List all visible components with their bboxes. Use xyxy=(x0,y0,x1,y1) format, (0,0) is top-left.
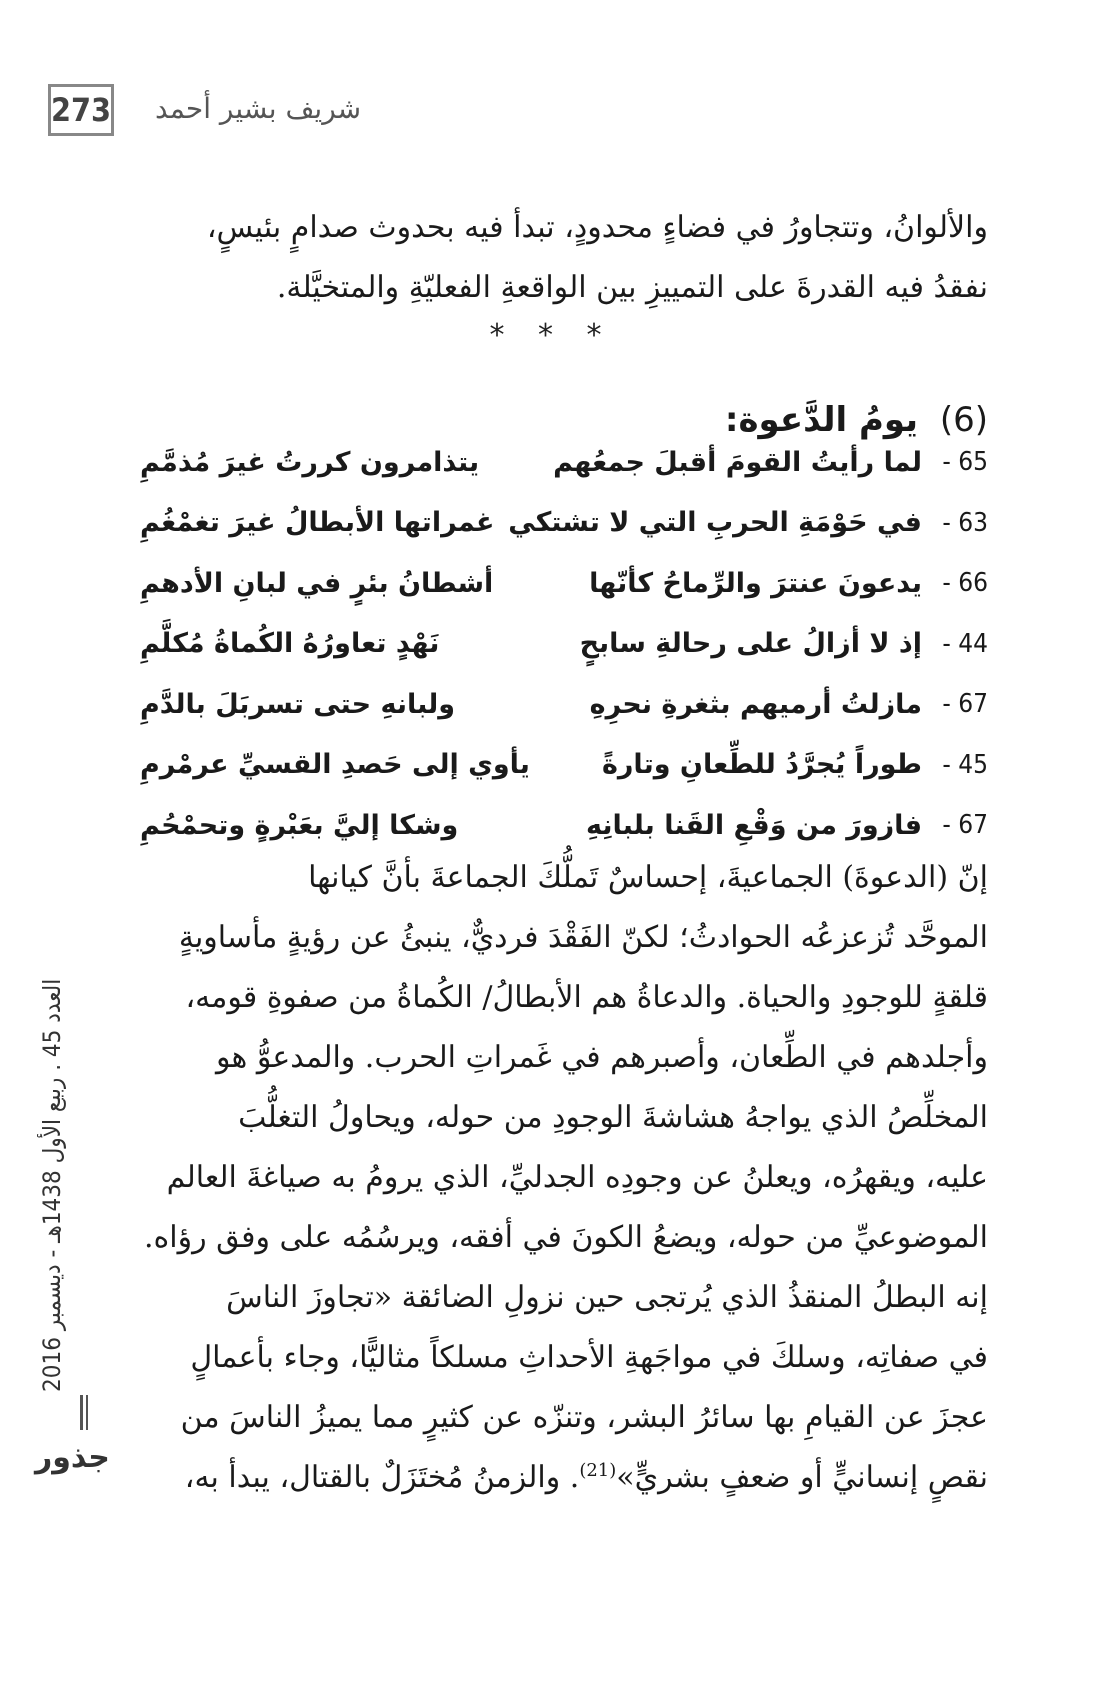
verse-second-hemistich: غمراتها الأبطالُ غيرَ تغمْغُمِ xyxy=(140,507,495,539)
section-separator: * * * xyxy=(489,318,614,353)
body-line: وأجلدهم في الطِّعان، وأصبرهم في غَمراتِ الحرب. والمدعوُّ هو xyxy=(215,1040,988,1075)
verse-row xyxy=(140,735,988,796)
journal-logo: جذور xyxy=(35,1440,110,1475)
verse-first-hemistich: مازلتُ أرميهم بثغرةِ نحرِهِ xyxy=(589,688,922,720)
verse-row xyxy=(140,614,988,675)
verse-number: 66 - xyxy=(942,568,988,599)
intro-line: والألوانُ، وتتجاورُ في فضاءٍ محدودٍ، تبدأ فيه بحدوث صدامٍ بئيسٍ، xyxy=(206,210,988,245)
body-line: الموحَّد تُزعزعُه الحوادثُ؛ لكنّ الفَقْدَ فرديٌّ، ينبئُ عن رؤيةٍ مأساويةٍ xyxy=(178,920,988,955)
intro-line: نفقدُ فيه القدرةَ على التمييزِ بين الواقعةِ الفعليّةِ والمتخيَّلة. xyxy=(276,270,988,305)
section-title: يومُ الدَّعوة: xyxy=(724,400,918,440)
issue-info: العدد 45 . ربيع الأول 1438هـ - ديسمبر 2016 xyxy=(38,978,66,1392)
poem-verses xyxy=(140,432,988,856)
verse-row xyxy=(140,553,988,614)
verse-row xyxy=(140,432,988,493)
body-line: الموضوعيِّ من حوله، ويضعُ الكونَ في أفقه، ويرسُمُه على وفق رؤاه. xyxy=(144,1220,988,1255)
verse-first-hemistich: فازورَ من وَقْعِ القَنا بلبانِهِ xyxy=(585,809,922,841)
body-line: عجزَ عن القيامِ بها سائرُ البشر، وتنزّه عن كثيرٍ مما يميزُ الناسَ من xyxy=(180,1400,988,1435)
page-number: 273 xyxy=(48,84,114,136)
body-line: قلقةٍ للوجودِ والحياة. والدعاةُ هم الأبطالُ/ الكُماةُ من صفوةِ قومه، xyxy=(185,980,988,1015)
body-paragraph xyxy=(140,848,988,1508)
verse-second-hemistich: ولبانهِ حتى تسربَلَ بالدَّمِ xyxy=(140,688,456,720)
section-number: (6) xyxy=(939,400,988,440)
verse-first-hemistich: لما رأيتُ القومَ أقبلَ جمعُهم xyxy=(553,446,922,478)
verse-row xyxy=(140,493,988,554)
running-head-author: شريف بشير أحمد xyxy=(155,92,362,125)
verse-first-hemistich: في حَوْمَةِ الحربِ التي لا تشتكي xyxy=(508,507,922,539)
margin-rule xyxy=(80,1395,83,1430)
verse-first-hemistich: يدعونَ عنترَ والرِّماحُ كأنّها xyxy=(589,567,922,599)
verse-number: 63 - xyxy=(942,507,988,538)
body-line: عليه، ويقهرُه، ويعلنُ عن وجودِه الجدليِّ، الذي يرومُ به صياغةَ العالم xyxy=(166,1160,988,1195)
verse-second-hemistich: يأوي إلى حَصدِ القسيِّ عرمْرمِ xyxy=(140,749,530,781)
verse-number: 45 - xyxy=(942,749,988,780)
body-line: إنّ (الدعوةَ) الجماعيةَ، إحساسٌ تَملُّكَ الجماعةَ بأنَّ كيانها xyxy=(308,860,988,895)
margin-rule xyxy=(86,1395,88,1430)
verse-row xyxy=(140,674,988,735)
body-line: في صفاتِه، وسلكَ في مواجَهةِ الأحداثِ مسلكاً مثاليًّا، وجاء بأعمالٍ xyxy=(190,1340,988,1375)
body-line: المخلِّصُ الذي يواجهُ هشاشةَ الوجودِ من حوله، ويحاولُ التغلُّبَ xyxy=(238,1100,988,1135)
verse-number: 67 - xyxy=(942,810,988,841)
verse-second-hemistich: وشكا إليَّ بعَبْرةٍ وتحمْحُمِ xyxy=(140,809,459,841)
verse-first-hemistich: إذ لا أزالُ على رحالةِ سابحٍ xyxy=(579,628,922,660)
verse-number: 44 - xyxy=(942,628,988,659)
footnote-reference[interactable]: (21) xyxy=(579,1460,617,1481)
verse-number: 65 - xyxy=(942,447,988,478)
body-last-line xyxy=(140,1448,988,1508)
last-line-end: . والزمنُ مُختَزَلٌ بالقتال، يبدأ به، xyxy=(184,1460,580,1495)
verse-number: 67 - xyxy=(942,689,988,720)
verse-second-hemistich: يتذامرون كررتُ غيرَ مُذمَّمِ xyxy=(140,446,480,478)
last-line-start: نقصٍ إنسانيٍّ أو ضعفٍ بشريٍّ» xyxy=(616,1460,988,1495)
verse-second-hemistich: نَهْدٍ تعاورُهُ الكُماةُ مُكلَّمِ xyxy=(140,628,440,660)
body-line: إنه البطلُ المنقذُ الذي يُرتجى حين نزولِ الضائقة «تجاوزَ الناسَ xyxy=(226,1280,988,1315)
verse-row xyxy=(140,795,988,856)
intro-paragraph xyxy=(140,198,988,318)
verse-second-hemistich: أشطانُ بئرٍ في لبانِ الأدهمِ xyxy=(140,567,494,599)
verse-first-hemistich: طوراً يُجرَّدُ للطِّعانِ وتارةً xyxy=(601,749,922,781)
